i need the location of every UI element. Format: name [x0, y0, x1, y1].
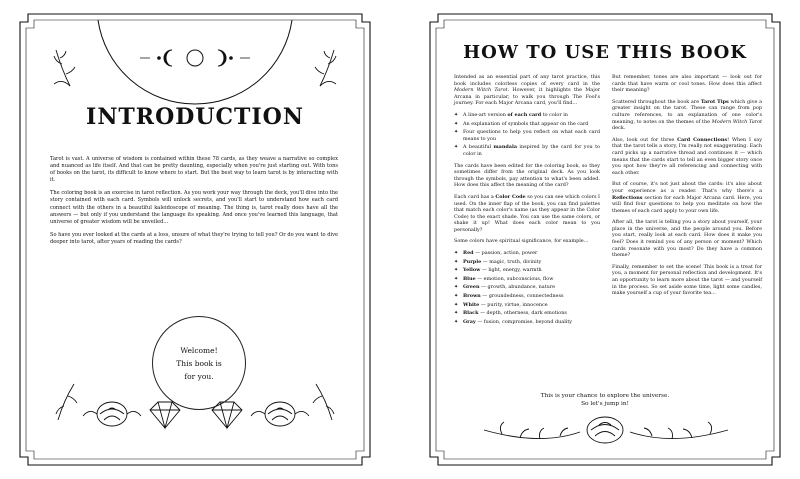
star-bullet-icon: ✦	[454, 129, 459, 136]
moon-phases-icon	[140, 50, 250, 66]
welcome-badge	[152, 316, 246, 410]
closing-line: This is your chance to explore the universe.	[540, 393, 670, 399]
peony-icon	[587, 417, 623, 443]
closing-text	[470, 392, 740, 408]
welcome-line: Welcome!	[180, 345, 218, 355]
star-bullet-icon: ✦	[454, 275, 459, 282]
welcome-line: This book is	[176, 358, 222, 368]
star-bullet-icon: ✦	[454, 111, 459, 118]
page-title: HOW TO USE THIS BOOK	[463, 42, 747, 63]
list-item: ✦ Four questions to help you reflect on what each card means to you	[454, 129, 600, 142]
paragraph: The coloring book is an exercise in tarot reflection. As you work your way through the deck, you'll dive into the story contained with each card. Symbols will unlock secrets, and you'll start to understand how each card connect with the others in a beautiful kaleidoscope of meaning. The thing is, tarot really does have all the answers — but only if you understand the language its speaking. And once you've learned this language, that universe of greater wisdom will be unveiled...	[50, 190, 338, 225]
paragraph: But of course, it's not just about the cards: it's also about your experience as a reader. That's why there's a Reflections section for each Major Arcana card. Here, you will find four questions to help you meditate on how the themes of each card apply to your own life.	[612, 181, 762, 214]
star-bullet-icon: ✦	[454, 318, 459, 325]
closing-line: So let's jump in!	[581, 401, 629, 407]
list-item: ✦ A line-art version of each card to color in	[454, 111, 568, 118]
star-bullet-icon: ✦	[454, 144, 459, 151]
list-item: ✦ Yellow — light, energy, warmth	[454, 267, 542, 274]
paragraph: The cards have been edited for the coloring book, so they sometimes differ from the original deck. As you look through the symbols, pay attention to what's been added. How does this affect the meaning of the card?	[454, 162, 600, 189]
right-page	[410, 0, 800, 479]
feature-list	[454, 112, 600, 158]
list-item: ✦ Blue — emotion, subconscious, flow	[454, 275, 554, 282]
list-item: ✦ Gray — fusion, compromise, beyond duality	[454, 318, 573, 325]
paragraph: Each card has a Color Code so you can see which colors I used. On the inner flap of the book, you can find palettes that match each color's name (as they appear in the Color Code) to the exact shade. You can use the same colors, or shake it up! What does each color mean to you personally?	[454, 193, 600, 233]
list-item: ✦ An explanation of symbols that appear on the card	[454, 120, 589, 127]
star-bullet-icon: ✦	[454, 267, 459, 274]
page-gutter	[390, 0, 410, 479]
paragraph: Also, look out for three Card Connections! When I say that the tarot tells a story, I'm really not exaggerating. Each card picks up a narrative thread and continues it — which means that the cards start to tell an even bigger story once you spot how they're all referencing and connecting with each other.	[612, 136, 762, 176]
paragraph: After all, the tarot is telling you a story about yourself, your place in the universe, and the people around you. Before you start, really look at each card. How does it make you feel? Does it remind you of any person or moment? Which cards resonate with you most? Do they have a common theme?	[612, 219, 762, 259]
list-item: ✦ Red — passion, action, power	[454, 250, 538, 257]
list-item: ✦ Green — growth, abundance, nature	[454, 284, 556, 291]
list-item: ✦ Black — depth, otherness, dark emotions	[454, 310, 567, 317]
text-column-right	[612, 74, 762, 302]
list-item: ✦ A beautiful mandala inspired by the card for you to color in	[454, 144, 600, 157]
intro-text	[50, 156, 338, 252]
star-bullet-icon: ✦	[454, 120, 459, 127]
paragraph: Some colors have spiritual significance, for example...	[454, 238, 589, 245]
paragraph: But remember, tones are also important — look out for cards that have warm or cool tones. How does this affect their meaning?	[612, 74, 762, 94]
welcome-line: for you.	[184, 371, 214, 381]
page-title: INTRODUCTION	[86, 104, 304, 130]
vine-icon	[54, 50, 336, 86]
paragraph: Tarot is vast. A universe of wisdom is contained within these 78 cards, as they weave a narrative so complex and nuanced as life itself. And that can be pretty daunting, especially when you're just starting out. With tons of books on the tarot, its difficult to know where to start. But the best way to learn tarot is by interacting with it.	[50, 156, 338, 184]
paragraph: Scattered throughout the book are Tarot Tips which give a greater insight on the tarot. These can range from pop culture references, to an explanation of one color's meaning, to notes on the themes of the Modern Witch Tarot deck.	[612, 98, 763, 132]
star-bullet-icon: ✦	[454, 293, 459, 300]
star-bullet-icon: ✦	[454, 301, 459, 308]
list-item: ✦ White — purity, virtue, innocence	[454, 301, 548, 308]
list-item: ✦ Brown — groundedness, connectedness	[454, 293, 564, 300]
paragraph: So have you ever looked at the cards at a loss, unsure of what they're trying to tell you? Or do you want to dive deeper into tarot, after years of reading the cards?	[50, 231, 338, 245]
text-column-left	[454, 74, 600, 330]
star-bullet-icon: ✦	[454, 310, 459, 317]
color-list	[454, 250, 600, 325]
list-item: ✦ Purple — magic, truth, divinity	[454, 258, 542, 265]
left-page	[0, 0, 390, 479]
star-bullet-icon: ✦	[454, 258, 459, 265]
star-bullet-icon: ✦	[454, 284, 459, 291]
star-bullet-icon: ✦	[454, 250, 459, 257]
paragraph: Intended as an essential part of any tarot practice, this book includes colorless copies of every card in the Modern Witch Tarot. However, it highlights the Major Arcana in particular, to walk you through The Fool's journey. For each Major Arcana card, you'll find...	[454, 74, 600, 107]
paragraph: Finally, remember to set the scene! This book is a treat for you, a moment for personal reflection and development. It's an opportunity to learn more about the tarot — and yourself in the process. So set aside some time, light some candles, make yourself a cup of your favorite tea...	[612, 263, 762, 297]
